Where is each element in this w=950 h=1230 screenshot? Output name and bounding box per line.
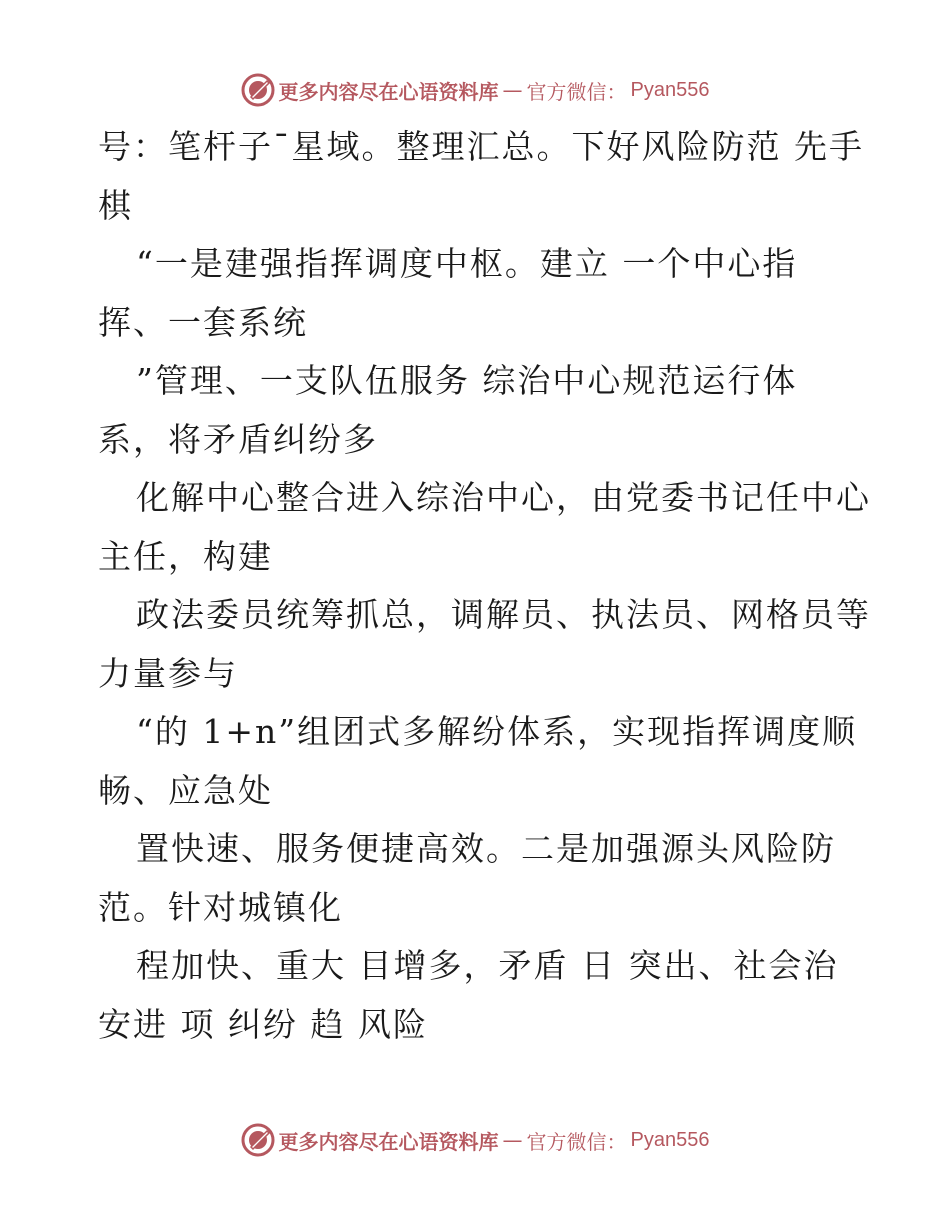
- text-line: “一是建强指挥调度中枢。建立 一个中心指: [136, 244, 798, 283]
- text-line: 范。针对城镇化: [98, 887, 343, 927]
- text-line: 安进 项 纠纷 趋 风险: [98, 1004, 428, 1044]
- text-line: 政法委员统筹抓总，调解员、执法员、网格员等: [136, 595, 871, 634]
- text-line: 置快速、服务便捷高效。二是加强源头风险防: [136, 829, 836, 868]
- brand-logo-icon: [241, 1123, 275, 1157]
- watermark-brand: 更多内容尽在心语资料库: [278, 1129, 499, 1154]
- text-line: 化解中心整合进入综治中心，由党委书记任中心: [136, 478, 871, 517]
- watermark-label: 官方微信：: [526, 79, 627, 104]
- text-line: 畅、应急处: [98, 770, 273, 810]
- text-line: 力量参与: [98, 653, 238, 693]
- brand-logo-icon: [241, 73, 275, 107]
- watermark-id: Pyan556: [630, 1128, 710, 1151]
- watermark-label: 官方微信：: [526, 1129, 627, 1154]
- watermark-dash: —: [502, 1128, 523, 1152]
- text-line: 棋: [98, 185, 133, 225]
- text-line: 主任，构建: [98, 536, 273, 576]
- header-watermark: [0, 70, 950, 110]
- text-line: ”管理、一支队伍服务 综治中心规范运行体: [136, 361, 798, 400]
- watermark-brand: 更多内容尽在心语资料库: [278, 79, 499, 104]
- document-body: [98, 118, 871, 1054]
- watermark-id: Pyan556: [630, 78, 710, 101]
- text-line: 挥、一套系统: [98, 302, 308, 342]
- footer-watermark: [0, 1120, 950, 1160]
- text-line: 程加快、重大 目增多，矛盾 日 突出、社会治: [136, 946, 839, 985]
- text-line: “的 1+n”组团式多解纷体系，实现指挥调度顺: [136, 712, 858, 751]
- text-line: 系，将矛盾纠纷多: [98, 419, 378, 459]
- text-line: 号：笔杆子¯星域。整理汇总。下好风险防范 先手: [98, 127, 864, 166]
- watermark-dash: —: [502, 78, 523, 102]
